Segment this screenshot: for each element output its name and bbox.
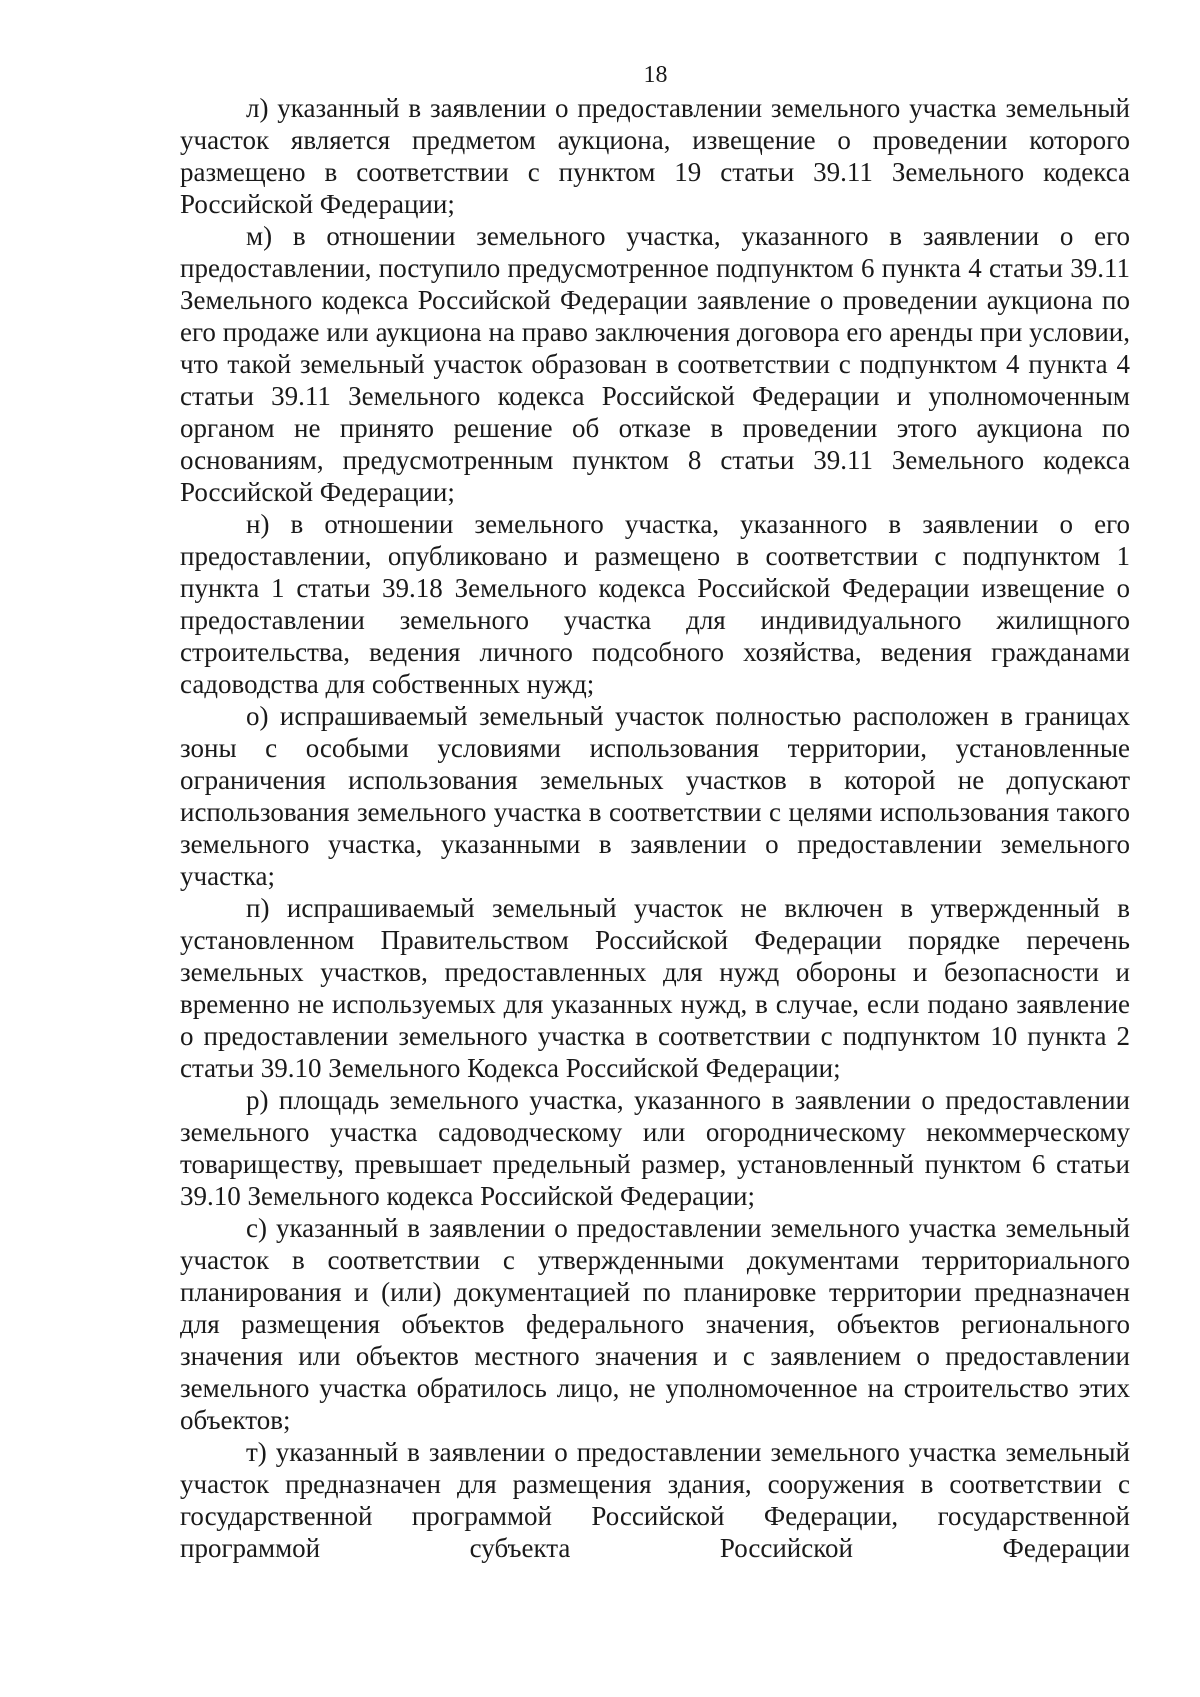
paragraph-s: с) указанный в заявлении о предоставлении земельного участка земельный участок в соответствии с утвержденными документами территориального планирования и (или) документацией по планировке территории предназначен для размещения объектов федерального значения, объектов регионального значения или объектов местного значения и с заявлением о предоставлении земельного участка обратилось лицо, не уполномоченное на строительство этих объектов; <box>180 1213 1130 1435</box>
paragraph-r: р) площадь земельного участка, указанного в заявлении о предоставлении земельного участка садоводческому или огородническому некоммерческому товариществу, превышает предельный размер, установленный пунктом 6 статьи 39.10 Земельного кодекса Российской Федерации; <box>180 1085 1130 1211</box>
paragraph-n: н) в отношении земельного участка, указанного в заявлении о его предоставлении, опубликовано и размещено в соответствии с подпунктом 1 пункта 1 статьи 39.18 Земельного кодекса Российской Федерации извещение о предоставлении земельного участка для индивидуального жилищного строительства, ведения личного подсобного хозяйства, ведения гражданами садоводства для собственных нужд; <box>180 509 1130 699</box>
paragraph-l: л) указанный в заявлении о предоставлении земельного участка земельный участок является предметом аукциона, извещение о проведении которого размещено в соответствии с пунктом 19 статьи 39.11 Земельного кодекса Российской Федерации; <box>180 93 1130 219</box>
paragraph-t: т) указанный в заявлении о предоставлении земельного участка земельный участок предназначен для размещения здания, сооружения в соответствии с государственной программой Российской Федерации, государственной программой субъекта Российской Федерации <box>180 1437 1130 1563</box>
page-number: 18 <box>643 62 668 88</box>
document-body <box>180 92 1130 1564</box>
paragraph-o: о) испрашиваемый земельный участок полностью расположен в границах зоны с особыми условиями использования территории, установленные ограничения использования земельных участков в которой не допускают использования земельного участка в соответствии с целями использования такого земельного участка, указанными в заявлении о предоставлении земельного участка; <box>180 701 1130 891</box>
paragraph-p: п) испрашиваемый земельный участок не включен в утвержденный в установленном Правительством Российской Федерации порядке перечень земельных участков, предоставленных для нужд обороны и безопасности и временно не используемых для указанных нужд, в случае, если подано заявление о предоставлении земельного участка в соответствии с подпунктом 10 пункта 2 статьи 39.10 Земельного Кодекса Российской Федерации; <box>180 893 1130 1083</box>
paragraph-m: м) в отношении земельного участка, указанного в заявлении о его предоставлении, поступило предусмотренное подпунктом 6 пункта 4 статьи 39.11 Земельного кодекса Российской Федерации заявление о проведении аукциона по его продаже или аукциона на право заключения договора его аренды при условии, что такой земельный участок образован в соответствии с подпунктом 4 пункта 4 статьи 39.11 Земельного кодекса Российской Федерации и уполномоченным органом не принято решение об отказе в проведении этого аукциона по основаниям, предусмотренным пунктом 8 статьи 39.11 Земельного кодекса Российской Федерации; <box>180 221 1130 507</box>
